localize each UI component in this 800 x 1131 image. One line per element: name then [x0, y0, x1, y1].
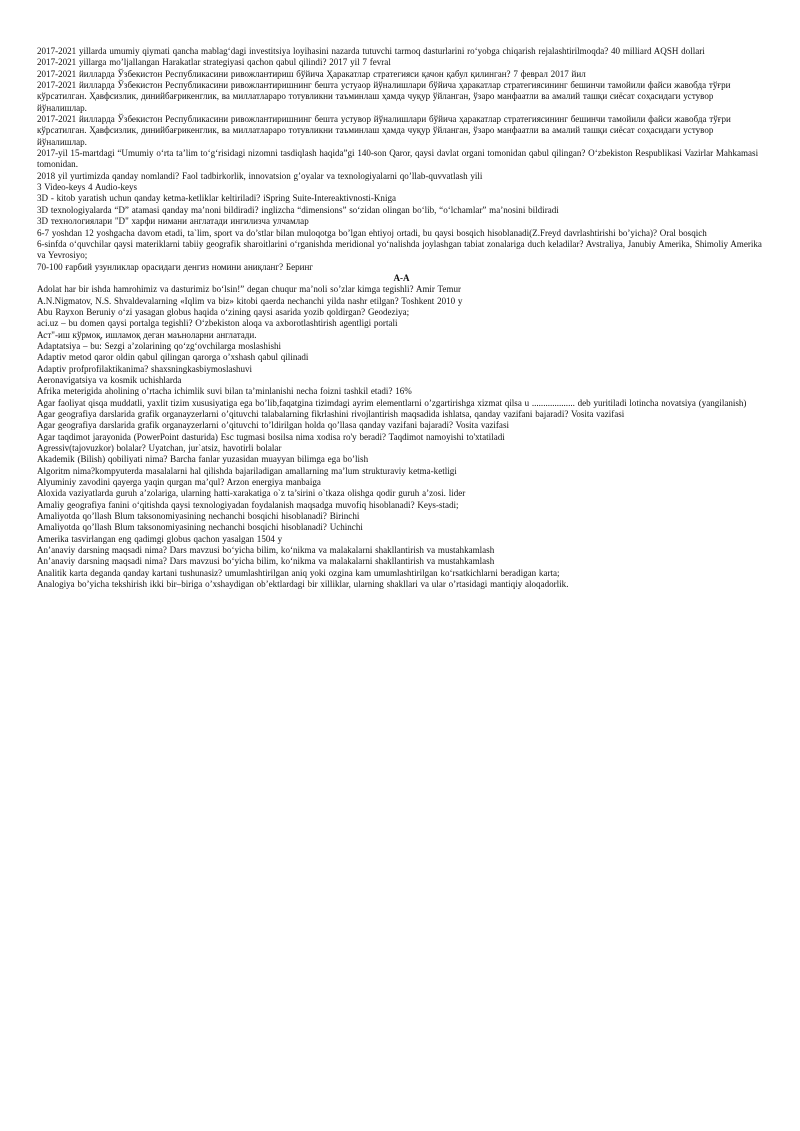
paragraph: Agar geografiya darslarida grafik organayzerlarni o’qituvchi to’ldirilgan holda qo’llasa qanday vazifani bajaradi? Vosita vazifasi [37, 420, 509, 431]
paragraph: 2017-2021 yillarda umumiy qiymati qancha mablag‘dagi investitsiya loyihasini nazarda tutuvchi tarmoq dasturlarini ro‘yobga chiqarish rejalashtirilmoqda? 40 milliard AQSH dollari [37, 46, 705, 56]
paragraph: Adaptatsiya – bu: Sezgi a’zolarining qo‘zg‘ovchilarga moslashishi [37, 340, 282, 351]
section-heading: A-A [393, 272, 410, 283]
paragraph: Aeronavigatsiya va kosmik uchishlarda [37, 374, 182, 385]
paragraph: Akademik (Bilish) qobiliyati nima? Barcha fanlar yuzasidan muayyan bilimga ega bo’lish [37, 454, 369, 465]
paragraph: Afrika meterigida aholining o’rtacha ichimlik suvi bilan ta’minlanishi necha foizni tashkil etadi? 16% [37, 386, 412, 397]
paragraph: Amerika tasvirlangan eng qadimgi globus qachon yasalgan 1504 y [37, 533, 283, 544]
paragraph: Agar geografiya darslarida grafik organayzerlarni o’qituvchi talabalarning fikrlashini rivojlantirish maqsadida ishlatsa, qanday vazifani bajaradi? Vosita vazifasi [37, 409, 625, 419]
paragraph: Algoritm nima?kompyuterda masalalarni hal qilishda bajariladigan amallarning ma’lum strukturaviy ketma-ketligi [37, 465, 457, 476]
paragraph: Analitik karta deganda qanday kartani tushunasiz? umumlashtirilgan aniq yoki ozgina kam umumlashtirilgan ko‘rsatkichlarni beradigan karta; [37, 567, 560, 578]
paragraph: Analogiya bo’yicha tekshirish ikki bir–biriga o’xshaydigan ob’ektlardagi bir xilliklar, ularning shakllari va ular o’rtasidagi mantiqiy aloqadorlik. [37, 579, 569, 590]
paragraph: Аст"-иш кўрмоқ, ишламоқ деган маъноларни англатади. [37, 329, 257, 340]
paragraph: 2017-2021 йилларда Ўзбекистон Республикасини ривожлантиришнинг бешта устуаор йўналишлари бўйича ҳаракатлар стратегиясининг бешинчи тамойили файси жавобда тўғри кўрсатилган. Ҳавфсизлик, динийбағрикенглик, ва миллатлараро тотувликни таъминлаш ҳамда чуқур ўйланган, ўзаро манфаатли ва амалий ташқи сиёсат соҳасидаги устувор йўналишлар. [37, 80, 731, 113]
paragraph: Agar taqdimot jarayonida (PowerPoint dasturida) Esc tugmasi bosilsa nima xodisa ro'y beradi? Taqdimot namoyishi to'xtatiladi [37, 431, 505, 442]
paragraph: 3D технологиялари "D" харфи нимани англатади ингилизча улчамлар [37, 216, 309, 227]
paragraph: 6-7 yoshdan 12 yoshgacha davom etadi, ta`lim, sport va do’stlar bilan muloqotga bo’lgan ehtiyoj ortadi, bu qaysi bosqich hisoblanadi(Z.Freyd davrlashtirishi bo’yicha)? Oral bosqich [37, 227, 707, 238]
paragraph: Amaliy geografiya fanini o‘qitishda qaysi texnologiyadan foydalanish maqsadga muvofiq hisoblanadi? Keys-stadi; [37, 499, 459, 510]
paragraph: Abu Rayxon Beruniy o‘zi yasagan globus haqida o‘zining qaysi asarida yozib qoldirgan? Geodeziya; [37, 306, 410, 317]
paragraph: Amaliyotda qo’llash Blum taksonomiyasining nechanchi bosqichi hisoblanadi? Birinchi [37, 511, 360, 522]
paragraph: Adaptiv profprofilaktikanima? shaxsningkasbiymoslashuvi [37, 363, 253, 374]
paragraph: Aloxida vaziyatlarda guruh a’zolariga, ularning hatti-xarakatiga o`z ta’sirini o`tkaza olishga qodir guruh a’zosi. lider [37, 488, 466, 499]
paragraph: aci.uz – bu domen qaysi portalga tegishli? O‘zbekiston aloqa va axborotlashtirish agentligi portali [37, 318, 398, 329]
paragraph: 3D texnologiyalarda “D” atamasi qanday ma’noni bildiradi? inglizcha “dimensions” so‘zidan olingan bo‘lib, “o‘lchamlar” ma’nosini bildiradi [37, 204, 559, 215]
paragraph: Alyuminiy zavodini qayerga yaqin qurgan ma’qul? Arzon energiya manbaiga [37, 477, 321, 488]
paragraph: Adolat har bir ishda hamrohimiz va dasturimiz bo‘lsin!” degan chuqur ma’noli so’zlar kimga tegishli? Amir Temur [37, 284, 462, 295]
paragraph: 2017-2021 йилларда Ўзбекистон Республикасини ривожлантириш бўйича Ҳаракатлар стратегияси қачон қабул қилинган? 7 феврал 2017 йил [37, 68, 586, 79]
paragraph: 3D - kitob yaratish uchun qanday ketma-ketliklar keltiriladi? iSpring Suite-Intereaktivnosti-Kniga [37, 193, 396, 204]
paragraph: An’anaviy darsning maqsadi nima? Dars mavzusi bo‘yicha bilim, ko‘nikma va malakalarni shakllantirish va mustahkamlash [37, 556, 495, 567]
paragraph: 2017-yil 15-martdagi “Umumiy o‘rta ta’lim to‘g‘risidagi nizomni tasdiqlash haqida”gi 140-son Qaror, qaysi davlat organi tomonidan qabul qilingan? O‘zbekiston Respublikasi Vazirlar Mahkamasi tomonidan. [37, 148, 759, 170]
paragraph: 70-100 ғарбий узунликлар орасидаги денгиз номини аниқланг? Беринг [37, 261, 314, 272]
paragraph: 2018 yil yurtimizda qanday nomlandi? Faol tadbirkorlik, innovatsion g’oyalar va texnologiyalarni qo’llab-quvvatlash yili [37, 170, 483, 181]
paragraph: Agressiv(tajovuzkor) bolalar? Uyatchan, jur`atsiz, havotirli bolalar [37, 443, 282, 454]
paragraph: A.N.Nigmatov, N.S. Shvaldevalarning «Iqlim va biz» kitobi qaerda nechanchi yilda nashr etilgan? Toshkent 2010 y [37, 295, 463, 306]
question-list [37, 46, 766, 273]
paragraph: Amaliyotda qo’llash Blum taksonomiyasining nechanchi bosqichi hisoblanadi? Uchinchi [37, 522, 363, 533]
paragraph: 2017-2021 йилларда Ўзбекистон Республикасини ривожлантиришнинг бешта устувор йўналишлари бўйича ҳаракатлар стратегиясининг бешинчи тамойили файси жавобда тўғри кўрсатилган. Ҳавфсизлик, динийбағрикенглик, ва миллатлараро тотувликни таъминлаш ҳамда чуқур ўйланган, ўзаро манфаатли ва амалий ташқи сиёсат соҳасидаги устувор йўналишлар. [37, 114, 731, 147]
paragraph: Agar faoliyat qisqa muddatli, yaxlit tizim xususiyatiga ega bo’lib,faqatgina tizimdagi ayrim elementlarni o’zgartirishga xizmat qilsa u ................... deb yuritiladi lotincha novatsiya (yangilanish) [37, 397, 747, 408]
paragraph: 2017-2021 yillarga mo’ljallangan Harakatlar strategiyasi qachon qabul qilindi? 2017 yil 7 fevral [37, 57, 391, 68]
question-list-a [37, 284, 766, 590]
paragraph: Adaptiv metod qaror oldin qabul qilingan qarorga o’xshash qabul qilinadi [37, 352, 309, 363]
paragraph: 6-sinfda o‘quvchilar qaysi materiklarni tabiiy geografik sharoitlarini o‘rganishda meridional yo‘nalishda joylashgan tabiat zonalariga duch keladilar? Avstraliya, Janubiy Amerika, Shimoliy Amerika va Yevrosiyo; [37, 238, 762, 261]
paragraph: 3 Video-keys 4 Audio-keys [37, 182, 138, 193]
paragraph: An’anaviy darsning maqsadi nima? Dars mavzusi bo‘yicha bilim, ko‘nikma va malakalarni shakllantirish va mustahkamlash [37, 545, 495, 556]
